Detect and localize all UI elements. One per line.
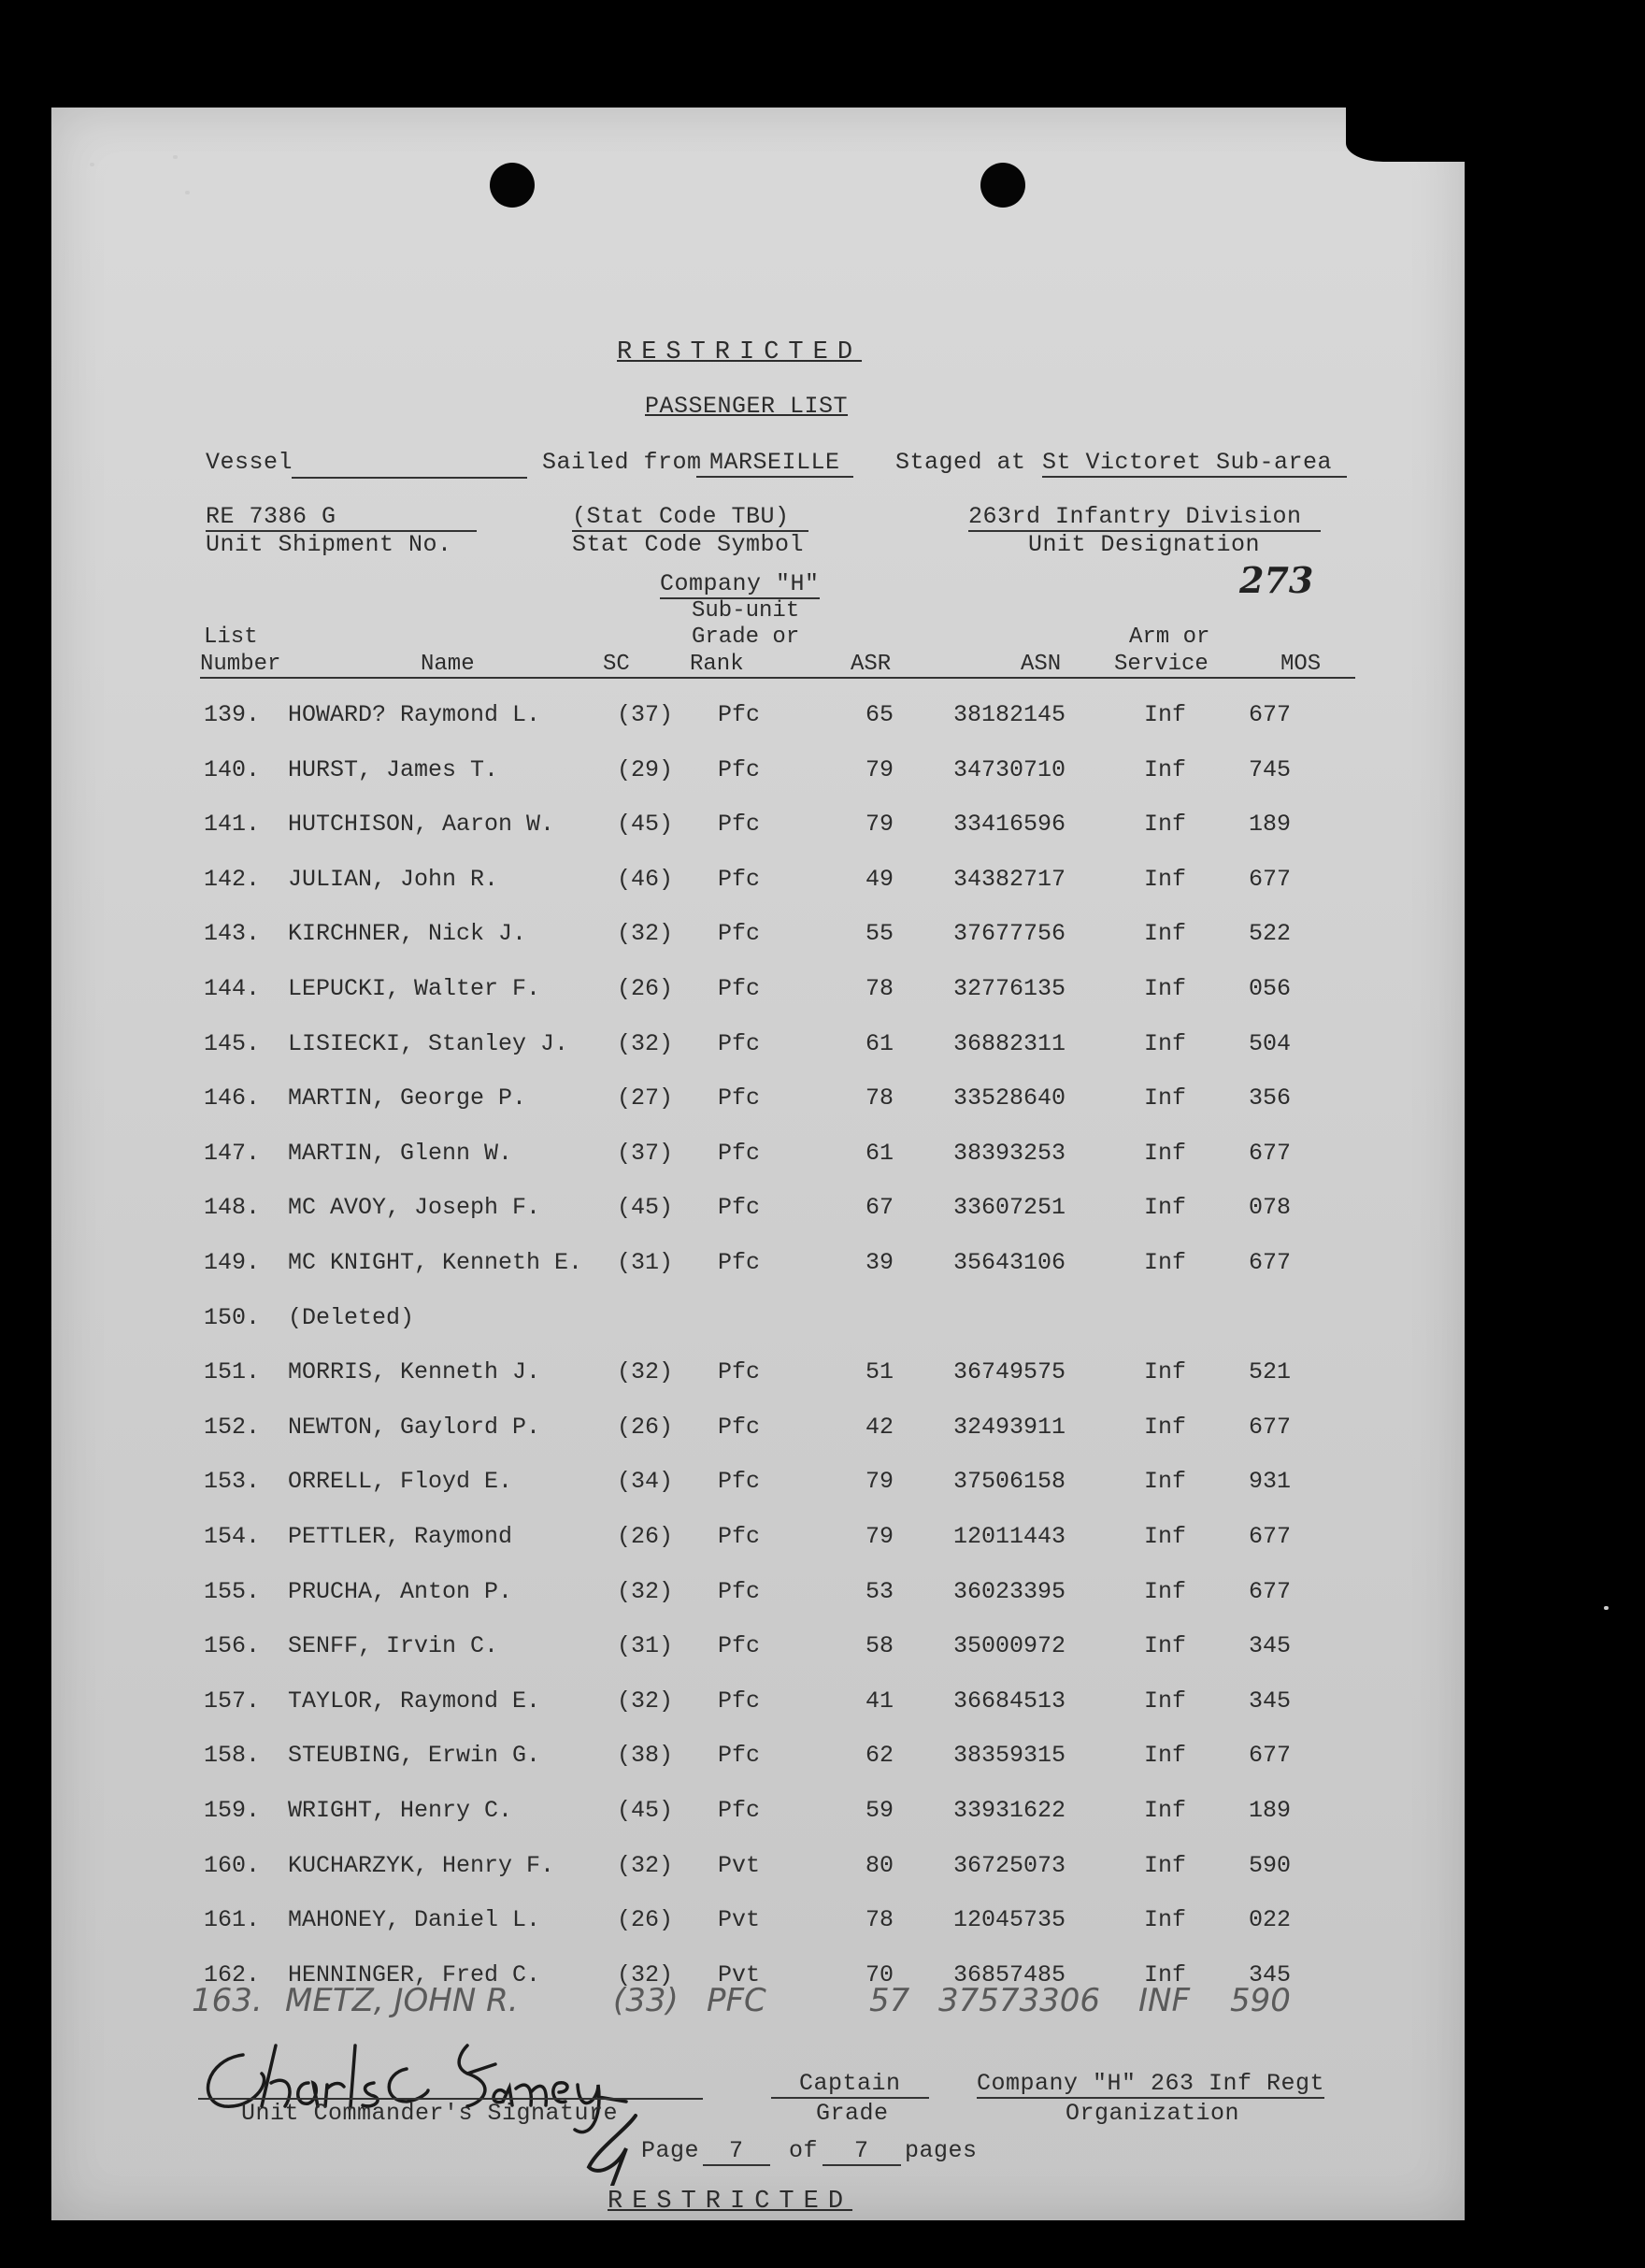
asr-value: 67 (865, 1194, 894, 1222)
arm-value: Inf (1144, 701, 1187, 728)
passenger-name: LISIECKI, Stanley J. (288, 1029, 569, 1057)
hw-grade: PFC (707, 1982, 766, 2019)
asr-value: 79 (865, 811, 894, 839)
row-number: 161. (204, 1906, 261, 1934)
asr-value: 70 (865, 1960, 894, 1988)
passenger-name: HOWARD? Raymond L. (288, 701, 541, 728)
row-number: 157. (204, 1687, 261, 1715)
torn-corner (1346, 108, 1467, 162)
mos-value: 677 (1249, 701, 1292, 728)
row-number: 151. (204, 1358, 261, 1386)
arm-value: Inf (1144, 1413, 1187, 1441)
table-row (0, 975, 1413, 1012)
arm-value: Inf (1144, 1960, 1187, 1988)
row-number: 154. (204, 1523, 261, 1550)
sc-value: (46) (617, 865, 674, 893)
table-row (0, 1030, 1413, 1068)
passenger-name: NEWTON, Gaylord P. (288, 1413, 541, 1441)
grade-value: Pfc (718, 1577, 761, 1605)
vessel-label: Vessel (206, 449, 293, 476)
mos-value: 677 (1249, 1577, 1292, 1605)
vessel-value (292, 449, 527, 479)
asn-value: 34382717 (953, 865, 1066, 893)
passenger-name: STEUBING, Erwin G. (288, 1742, 541, 1770)
staged-label: Staged at (895, 449, 1026, 476)
number-header: Number (200, 652, 281, 677)
signature-label: Unit Commander's Signature (241, 2100, 619, 2127)
sc-value: (32) (617, 1687, 674, 1715)
passenger-name: HENNINGER, Fred C. (288, 1960, 541, 1988)
list-header: List (204, 624, 258, 650)
grade-value: Pfc (718, 975, 761, 1002)
arm-value: Inf (1144, 755, 1187, 783)
hw-asr: 57 (869, 1982, 910, 2019)
grade-value: Pvt (718, 1960, 761, 1988)
mos-value: 677 (1249, 1523, 1292, 1550)
sc-value: (31) (617, 1249, 674, 1276)
asr-value: 78 (865, 1084, 894, 1112)
sc-value: (45) (617, 1194, 674, 1222)
table-row (0, 1249, 1413, 1286)
asn-value: 33528640 (953, 1084, 1066, 1112)
asr-value: 80 (865, 1851, 894, 1879)
arm-value: Inf (1144, 1632, 1187, 1660)
grade-value: Pvt (718, 1851, 761, 1879)
asr-value: 79 (865, 1468, 894, 1496)
grade-value: Pfc (718, 755, 761, 783)
table-row (0, 1414, 1413, 1451)
mos-value: 677 (1249, 1413, 1292, 1441)
asr-value: 62 (865, 1742, 894, 1770)
asr-header: ASR (851, 652, 892, 677)
asr-value: 51 (865, 1358, 894, 1386)
passenger-name: PETTLER, Raymond (288, 1523, 513, 1550)
unit-designation-value: 263rd Infantry Division (968, 503, 1321, 532)
table-row (0, 811, 1413, 848)
passenger-name: MAHONEY, Daniel L. (288, 1906, 541, 1934)
grade-value: Captain (771, 2070, 929, 2099)
grade-value: Pfc (718, 1742, 761, 1770)
row-number: 158. (204, 1742, 261, 1770)
asr-value: 53 (865, 1577, 894, 1605)
table-row (0, 1140, 1413, 1177)
passenger-name: MARTIN, George P. (288, 1084, 527, 1112)
mos-value: 345 (1249, 1687, 1292, 1715)
mos-value: 522 (1249, 920, 1292, 948)
page-total: 7 (822, 2137, 901, 2166)
mos-value: 078 (1249, 1194, 1292, 1222)
row-number: 159. (204, 1797, 261, 1824)
hw-name: METZ, JOHN R. (285, 1982, 519, 2019)
asn-value: 37677756 (953, 920, 1066, 948)
sc-value: (29) (617, 755, 674, 783)
arm-value: Inf (1144, 1468, 1187, 1496)
mos-value: 677 (1249, 1249, 1292, 1276)
sc-value: (32) (617, 1960, 674, 1988)
sc-value: (26) (617, 1413, 674, 1441)
passenger-name: SENFF, Irvin C. (288, 1632, 499, 1660)
row-number: 156. (204, 1632, 261, 1660)
grade-value: Pfc (718, 1468, 761, 1496)
hw-asn: 37573306 (938, 1982, 1101, 2019)
table-row (0, 1632, 1413, 1670)
name-header: Name (421, 652, 475, 677)
hw-num: 163. (192, 1982, 263, 2019)
subunit-label: Sub-unit (692, 598, 800, 624)
asr-value: 61 (865, 1139, 894, 1167)
grade-label: Grade (816, 2100, 889, 2127)
unit-designation-label: Unit Designation (1028, 531, 1261, 558)
asr-value: 79 (865, 1523, 894, 1550)
arm-value: Inf (1144, 1084, 1187, 1112)
table-row (0, 1358, 1413, 1396)
asr-value: 61 (865, 1029, 894, 1057)
passenger-name: LEPUCKI, Walter F. (288, 975, 541, 1002)
mos-value: 345 (1249, 1960, 1292, 1988)
grade-value: Pfc (718, 811, 761, 839)
asn-value: 38393253 (953, 1139, 1066, 1167)
asn-value: 36684513 (953, 1687, 1066, 1715)
grade-value: Pfc (718, 1797, 761, 1824)
grade-value: Pfc (718, 1687, 761, 1715)
passenger-name: ORRELL, Floyd E. (288, 1468, 513, 1496)
passenger-name: MC KNIGHT, Kenneth E. (288, 1249, 583, 1276)
asn-value: 33416596 (953, 811, 1066, 839)
mos-value: 590 (1249, 1851, 1292, 1879)
passenger-name: WRIGHT, Henry C. (288, 1797, 513, 1824)
table-row (0, 1578, 1413, 1615)
mos-value: 189 (1249, 1797, 1292, 1824)
grade-value: Pfc (718, 1358, 761, 1386)
document-title: PASSENGER LIST (645, 393, 849, 420)
asn-value: 32493911 (953, 1413, 1066, 1441)
mos-value: 189 (1249, 811, 1292, 839)
grade-header: Grade or (692, 624, 800, 650)
table-row (0, 701, 1413, 739)
table-row (0, 1797, 1413, 1834)
passenger-name: TAYLOR, Raymond E. (288, 1687, 541, 1715)
header-rule (200, 677, 1355, 679)
punch-hole-right (980, 163, 1025, 208)
mos-value: 504 (1249, 1029, 1292, 1057)
asn-value: 33931622 (953, 1797, 1066, 1824)
grade-value: Pfc (718, 865, 761, 893)
row-number: 153. (204, 1468, 261, 1496)
passenger-name: HURST, James T. (288, 755, 499, 783)
passenger-name: KIRCHNER, Nick J. (288, 920, 527, 948)
asr-value: 49 (865, 865, 894, 893)
mos-value: 056 (1249, 975, 1292, 1002)
row-number: 150. (204, 1303, 261, 1331)
asn-value: 38359315 (953, 1742, 1066, 1770)
arm-value: Inf (1144, 1577, 1187, 1605)
grade-value: Pfc (718, 1139, 761, 1167)
row-number: 142. (204, 865, 261, 893)
restricted-bottom: RESTRICTED (608, 2188, 853, 2216)
asn-value: 34730710 (953, 755, 1066, 783)
sc-value: (26) (617, 1906, 674, 1934)
arm-value: Inf (1144, 1906, 1187, 1934)
row-number: 162. (204, 1960, 261, 1988)
arm-value: Inf (1144, 920, 1187, 948)
sc-value: (32) (617, 920, 674, 948)
asn-value: 38182145 (953, 701, 1066, 728)
mos-value: 356 (1249, 1084, 1292, 1112)
pages-label: pages (905, 2137, 978, 2164)
arm-header: Arm or (1129, 624, 1210, 650)
stat-code-label: Stat Code Symbol (572, 531, 805, 558)
table-row (0, 920, 1413, 957)
row-number: 148. (204, 1194, 261, 1222)
speck (90, 163, 94, 166)
asn-value: 36749575 (953, 1358, 1066, 1386)
asr-value: 59 (865, 1797, 894, 1824)
arm-value: Inf (1144, 811, 1187, 839)
sc-value: (37) (617, 701, 674, 728)
mos-value: 677 (1249, 865, 1292, 893)
row-number: 144. (204, 975, 261, 1002)
asr-value: 58 (865, 1632, 894, 1660)
table-row (0, 1304, 1413, 1342)
passenger-name: KUCHARZYK, Henry F. (288, 1851, 555, 1879)
grade-value: Pfc (718, 1029, 761, 1057)
asn-value: 36725073 (953, 1851, 1066, 1879)
asn-value: 36882311 (953, 1029, 1066, 1057)
table-row (0, 866, 1413, 903)
table-row (0, 1194, 1413, 1231)
asr-value: 55 (865, 920, 894, 948)
restricted-top: RESTRICTED (617, 338, 863, 366)
hw-sc: (33) (613, 1982, 679, 2019)
grade-value: Pvt (718, 1906, 761, 1934)
table-row (0, 1468, 1413, 1505)
mos-value: 022 (1249, 1906, 1292, 1934)
shipment-number: RE 7386 G (206, 503, 477, 532)
speck (1604, 1606, 1609, 1610)
table-row (0, 1687, 1413, 1725)
speck (173, 155, 178, 159)
stat-code-value: (Stat Code TBU) (572, 503, 808, 532)
grade-value: Pfc (718, 1249, 761, 1276)
sc-value: (32) (617, 1029, 674, 1057)
table-row (0, 1742, 1413, 1779)
sc-value: (32) (617, 1358, 674, 1386)
arm-value: Inf (1144, 1797, 1187, 1824)
arm-value: Inf (1144, 975, 1187, 1002)
asn-value: 35000972 (953, 1632, 1066, 1660)
passenger-name: (Deleted) (288, 1303, 415, 1331)
mos-value: 521 (1249, 1358, 1292, 1386)
arm-value: Inf (1144, 1851, 1187, 1879)
shipment-label: Unit Shipment No. (206, 531, 452, 558)
mos-value: 345 (1249, 1632, 1292, 1660)
mos-value: 677 (1249, 1139, 1292, 1167)
grade-value: Pfc (718, 920, 761, 948)
passenger-name: JULIAN, John R. (288, 865, 499, 893)
row-number: 145. (204, 1029, 261, 1057)
asn-value: 35643106 (953, 1249, 1066, 1276)
table-row (0, 1906, 1413, 1944)
arm-value: Inf (1144, 1194, 1187, 1222)
organization-value: Company "H" 263 Inf Regt (977, 2070, 1325, 2097)
grade-value: Pfc (718, 1413, 761, 1441)
arm-value: Inf (1144, 865, 1187, 893)
punch-hole-left (490, 163, 535, 208)
asr-value: 39 (865, 1249, 894, 1276)
passenger-name: PRUCHA, Anton P. (288, 1577, 513, 1605)
sc-value: (37) (617, 1139, 674, 1167)
arm-value: Inf (1144, 1139, 1187, 1167)
grade-value: Pfc (718, 701, 761, 728)
asr-value: 42 (865, 1413, 894, 1441)
page-label: Page (641, 2137, 700, 2164)
passenger-name: MARTIN, Glenn W. (288, 1139, 513, 1167)
speck (185, 191, 190, 194)
sc-value: (32) (617, 1577, 674, 1605)
sc-value: (31) (617, 1632, 674, 1660)
asr-value: 41 (865, 1687, 894, 1715)
table-row (0, 1852, 1413, 1889)
passenger-name: HUTCHISON, Aaron W. (288, 811, 555, 839)
arm-value: Inf (1144, 1687, 1187, 1715)
table-row (0, 1523, 1413, 1560)
rank-header: Rank (690, 652, 744, 677)
asn-value: 36857485 (953, 1960, 1066, 1988)
grade-value: Pfc (718, 1084, 761, 1112)
asn-value: 33607251 (953, 1194, 1066, 1222)
hw-mos: 590 (1230, 1982, 1291, 2019)
subunit-value: Company "H" (660, 570, 820, 597)
row-number: 143. (204, 920, 261, 948)
page-number-stamp: 273 (1239, 559, 1314, 601)
of-label: of (789, 2137, 819, 2164)
sc-value: (45) (617, 811, 674, 839)
table-row (0, 1084, 1413, 1122)
sc-header: SC (603, 652, 630, 677)
sc-value: (34) (617, 1468, 674, 1496)
row-number: 141. (204, 811, 261, 839)
sc-value: (26) (617, 1523, 674, 1550)
service-header: Service (1114, 652, 1209, 677)
grade-value: Pfc (718, 1523, 761, 1550)
arm-value: Inf (1144, 1358, 1187, 1386)
sc-value: (45) (617, 1797, 674, 1824)
row-number: 139. (204, 701, 261, 728)
asr-value: 79 (865, 755, 894, 783)
asn-value: 32776135 (953, 975, 1066, 1002)
arm-value: Inf (1144, 1249, 1187, 1276)
row-number: 152. (204, 1413, 261, 1441)
sc-value: (27) (617, 1084, 674, 1112)
passenger-name: MC AVOY, Joseph F. (288, 1194, 541, 1222)
passenger-name: MORRIS, Kenneth J. (288, 1358, 541, 1386)
asn-value: 37506158 (953, 1468, 1066, 1496)
arm-value: Inf (1144, 1523, 1187, 1550)
grade-value: Pfc (718, 1194, 761, 1222)
mos-value: 677 (1249, 1742, 1292, 1770)
sailed-value: MARSEILLE (696, 449, 853, 478)
asr-value: 78 (865, 975, 894, 1002)
asn-value: 12011443 (953, 1523, 1066, 1550)
grade-value: Pfc (718, 1632, 761, 1660)
mos-value: 745 (1249, 755, 1292, 783)
row-number: 140. (204, 755, 261, 783)
staged-value: St Victoret Sub-area (1042, 449, 1347, 478)
row-number: 155. (204, 1577, 261, 1605)
mos-header: MOS (1280, 652, 1322, 677)
row-number: 147. (204, 1139, 261, 1167)
sc-value: (38) (617, 1742, 674, 1770)
hw-arm: INF (1138, 1982, 1191, 2019)
sc-value: (26) (617, 975, 674, 1002)
asn-value: 12045735 (953, 1906, 1066, 1934)
row-number: 146. (204, 1084, 261, 1112)
arm-value: Inf (1144, 1742, 1187, 1770)
page-current: 7 (703, 2137, 770, 2166)
asr-value: 78 (865, 1906, 894, 1934)
asr-value: 65 (865, 701, 894, 728)
sailed-label: Sailed from (542, 449, 702, 476)
organization-label: Organization (1066, 2100, 1240, 2127)
row-number: 149. (204, 1249, 261, 1276)
arm-value: Inf (1144, 1029, 1187, 1057)
asn-value: 36023395 (953, 1577, 1066, 1605)
table-row (0, 756, 1413, 794)
mos-value: 931 (1249, 1468, 1292, 1496)
asn-header: ASN (1021, 652, 1062, 677)
sc-value: (32) (617, 1851, 674, 1879)
row-number: 160. (204, 1851, 261, 1879)
